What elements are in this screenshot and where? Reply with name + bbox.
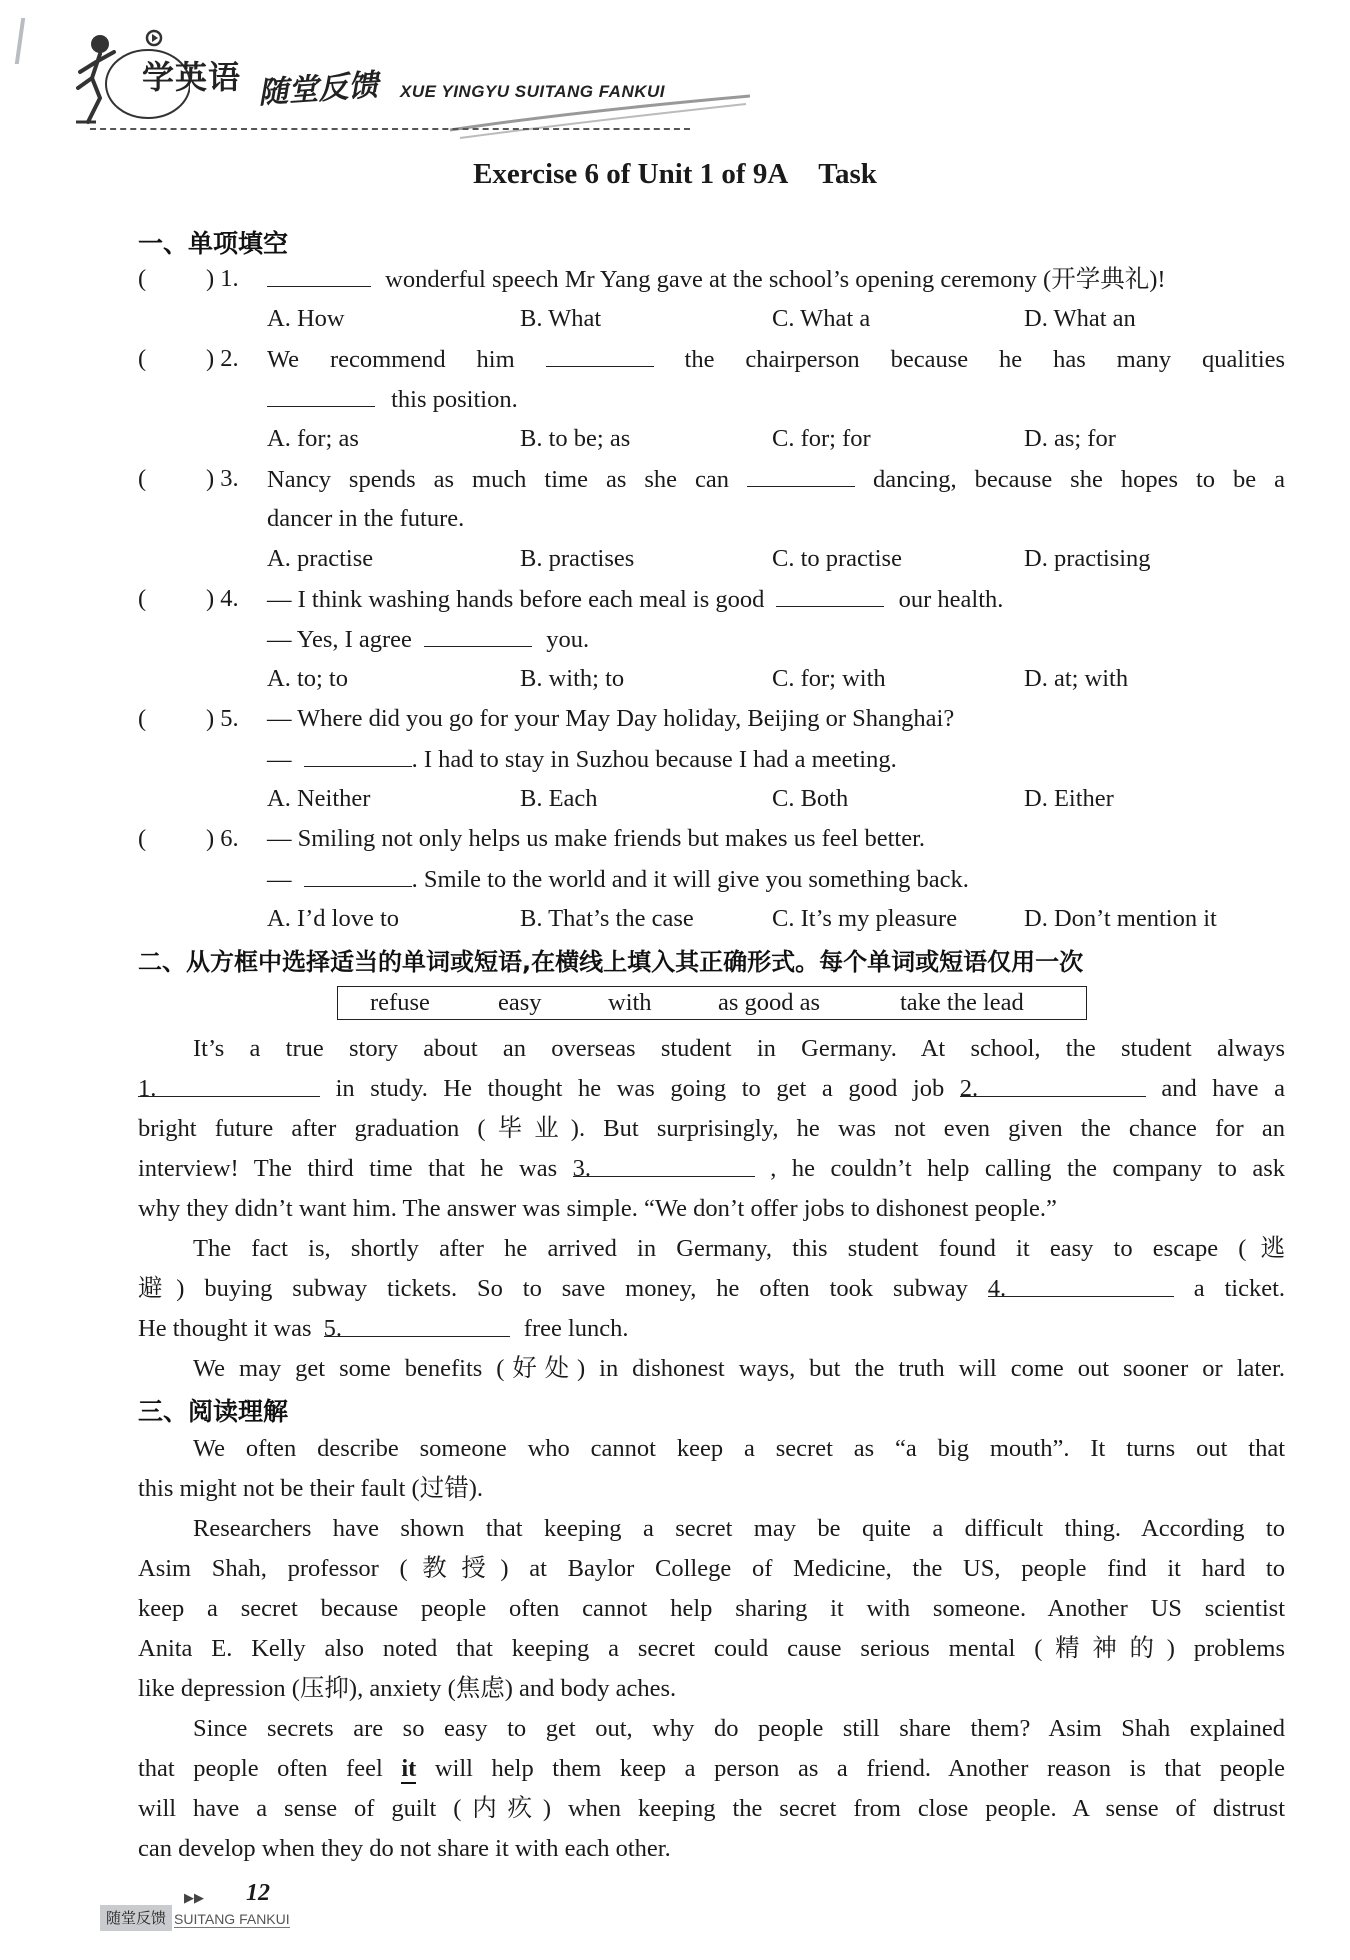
section3-heading: 三、阅读理解: [138, 1397, 289, 1426]
q5-option-c[interactable]: C. Both: [772, 785, 849, 812]
q5-blank[interactable]: [304, 744, 412, 767]
cloze-p1-line2-b: and have a: [1161, 1075, 1286, 1102]
q6-option-b[interactable]: B. That’s the case: [520, 905, 694, 932]
q5-dash: —: [267, 746, 292, 773]
q2-blank-1[interactable]: [546, 344, 654, 367]
q3-option-c[interactable]: C. to practise: [772, 545, 902, 572]
q5-option-a[interactable]: A. Neither: [267, 785, 371, 812]
page-title: [0, 158, 1350, 191]
q2-paren: (: [138, 345, 147, 372]
q4-text-4: you.: [546, 626, 590, 653]
q3-text-1: Nancy spends as much time as she can: [267, 466, 729, 493]
title-task: Task: [818, 158, 877, 190]
q6-text-3: . Smile to the world and it will give you something back.: [411, 866, 969, 893]
word-refuse: refuse: [370, 989, 430, 1016]
cloze-blank-4-number: 4.: [987, 1275, 1007, 1302]
q6-stem-2: [267, 864, 969, 895]
cloze-p2-line3-a: He thought it was: [138, 1315, 312, 1342]
word-take-the-lead: take the lead: [900, 989, 1024, 1016]
cloze-blank-5[interactable]: [323, 1314, 510, 1342]
q4-option-c[interactable]: C. for; with: [772, 665, 886, 692]
q4-text-3: — Yes, I agree: [267, 626, 412, 653]
reading-p3-line3: will have a sense of guilt (内疚) when keeping the secret from close people. A sense of distrust: [138, 1795, 1285, 1822]
q3-option-a[interactable]: A. practise: [267, 545, 374, 572]
reading-p3-line2-a: that people often feel: [138, 1755, 383, 1782]
q4-stem: [267, 584, 1003, 615]
section1-heading: 一、单项填空: [138, 229, 289, 258]
q5-option-d[interactable]: D. Either: [1024, 785, 1114, 812]
cloze-p2-line2-b: a ticket.: [1193, 1275, 1286, 1302]
cloze-p2-line1: The fact is, shortly after he arrived in Germany, this student found it easy to escape (逃: [193, 1235, 1285, 1262]
q2-blank-2[interactable]: [267, 384, 375, 407]
q4-text-2: our health.: [898, 586, 1004, 613]
cloze-blank-1-number: 1.: [138, 1075, 157, 1102]
q2-stem-2: [267, 384, 518, 415]
q2-option-a[interactable]: A. for; as: [267, 425, 359, 452]
q4-stem-2: [267, 624, 589, 655]
cloze-blank-3[interactable]: [572, 1154, 755, 1182]
word-box: [337, 986, 1087, 1020]
q1-option-d[interactable]: D. What an: [1024, 305, 1136, 332]
q2-number: ) 2.: [206, 345, 239, 372]
q5-paren: (: [138, 705, 147, 732]
cloze-blank-3-number: 3.: [572, 1155, 592, 1182]
reading-p2-line1: Researchers have shown that keeping a secret may be quite a difficult thing. According to: [193, 1515, 1285, 1542]
cloze-p1-line4-a: interview! The third time that he was: [138, 1155, 558, 1182]
cloze-p1-line2-a: in study. He thought he was going to get a good job: [335, 1075, 945, 1102]
q2-text-2: the chairperson because he has many qualities: [684, 346, 1286, 373]
q6-text-1: — Smiling not only helps us make friends but makes us feel better.: [267, 825, 925, 852]
reading-p2-line3: keep a secret because people often cannot help sharing it with someone. Another US scientist: [138, 1595, 1285, 1622]
q1-stem: [267, 264, 1166, 295]
q4-number: ) 4.: [206, 585, 239, 612]
cloze-p1-line3: bright future after graduation (毕业). But surprisingly, he was not even given the chance for an: [138, 1115, 1285, 1142]
q1-paren: (: [138, 265, 147, 292]
q6-option-d[interactable]: D. Don’t mention it: [1024, 905, 1217, 932]
header-en-title: XUE YINGYU SUITANG FANKUI: [400, 82, 666, 101]
cloze-p2-line2: [138, 1274, 1285, 1304]
header-cn-subtitle: 随堂反馈: [257, 67, 380, 112]
cloze-p2-line2-a: 避) buying subway tickets. So to save money, he often took subway: [138, 1275, 968, 1302]
page-number: 12: [246, 1880, 270, 1906]
footer-cn-label: 随堂反馈: [100, 1905, 172, 1931]
reading-p1-line1: We often describe someone who cannot keep a secret as “a big mouth”. It turns out that: [193, 1435, 1285, 1462]
q6-number: ) 6.: [206, 825, 239, 852]
q3-number: ) 3.: [206, 465, 239, 492]
q3-stem: [267, 464, 1285, 495]
cloze-p2-line3-b: free lunch.: [523, 1315, 629, 1342]
q4-text-1: — I think washing hands before each meal is good: [267, 586, 765, 613]
cloze-p1-line5: why they didn’t want him. The answer was simple. “We don’t offer jobs to dishonest people.”: [138, 1195, 1057, 1222]
header-divider: [90, 128, 690, 130]
q2-option-d[interactable]: D. as; for: [1024, 425, 1116, 452]
q6-option-a[interactable]: A. I’d love to: [267, 905, 399, 932]
q6-dash: —: [267, 866, 292, 893]
q4-paren: (: [138, 585, 147, 612]
q6-blank[interactable]: [304, 864, 412, 887]
q2-stem: [267, 344, 1285, 375]
q5-option-b[interactable]: B. Each: [520, 785, 598, 812]
reading-p3-line4: can develop when they do not share it with each other.: [138, 1835, 671, 1862]
q5-number: ) 5.: [206, 705, 239, 732]
q1-text: wonderful speech Mr Yang gave at the school’s opening ceremony (开学典礼)!: [385, 266, 1166, 293]
q1-option-a[interactable]: A. How: [267, 305, 345, 332]
q4-option-d[interactable]: D. at; with: [1024, 665, 1129, 692]
q3-option-b[interactable]: B. practises: [520, 545, 635, 572]
reading-p3-line2: [138, 1754, 1285, 1784]
cloze-blank-4[interactable]: [987, 1274, 1174, 1302]
q2-option-b[interactable]: B. to be; as: [520, 425, 631, 452]
q5-stem-2: [267, 744, 897, 775]
q3-text-2: dancing, because she hopes to be a: [873, 466, 1286, 493]
q3-text-3: dancer in the future.: [267, 505, 465, 532]
q1-option-b[interactable]: B. What: [520, 305, 602, 332]
cloze-blank-2[interactable]: [959, 1074, 1146, 1102]
q1-blank[interactable]: [267, 264, 371, 287]
reading-p2-line5: like depression (压抑), anxiety (焦虑) and body aches.: [138, 1675, 677, 1702]
q1-number: ) 1.: [206, 265, 239, 292]
reading-p2-line4: Anita E. Kelly also noted that keeping a secret could cause serious mental (精神的) problems: [138, 1635, 1285, 1662]
q5-text-3: . I had to stay in Suzhou because I had a meeting.: [411, 746, 897, 773]
q2-option-c[interactable]: C. for; for: [772, 425, 871, 452]
footer-en-label: SUITANG FANKUI: [174, 1911, 290, 1927]
q4-blank-1[interactable]: [776, 584, 884, 607]
q6-paren: (: [138, 825, 147, 852]
cloze-p2-line3: [138, 1314, 629, 1344]
q3-paren: (: [138, 465, 147, 492]
q2-text-3: this position.: [391, 386, 518, 413]
cloze-blank-1[interactable]: [138, 1074, 320, 1102]
cloze-blank-5-number: 5.: [323, 1315, 343, 1342]
reading-p1-line2: this might not be their fault (过错).: [138, 1475, 483, 1502]
q5-text-1: — Where did you go for your May Day holiday, Beijing or Shanghai?: [267, 705, 955, 732]
cloze-p1-line2: [138, 1074, 1285, 1104]
q6-option-c[interactable]: C. It’s my pleasure: [772, 905, 958, 932]
footer-arrow-icon: ▶▶: [184, 1891, 204, 1906]
cloze-p3: We may get some benefits (好处) in dishonest ways, but the truth will come out sooner or later.: [193, 1355, 1285, 1382]
q4-option-b[interactable]: B. with; to: [520, 665, 625, 692]
cloze-p1-line4-b: , he couldn’t help calling the company to ask: [770, 1155, 1286, 1182]
reading-p3-line1: Since secrets are so easy to get out, why do people still share them? Asim Shah explained: [193, 1715, 1285, 1742]
word-with: with: [608, 989, 652, 1016]
page-edge-mark: [15, 18, 25, 64]
section2-heading: 二、从方框中选择适当的单词或短语,在横线上填入其正确形式。每个单词或短语仅用一次: [138, 948, 1084, 976]
q4-blank-2[interactable]: [424, 624, 532, 647]
q3-blank[interactable]: [747, 464, 855, 487]
reading-underlined-it: it: [401, 1755, 417, 1782]
q1-option-c[interactable]: C. What a: [772, 305, 871, 332]
cloze-blank-2-number: 2.: [959, 1075, 979, 1102]
q2-text-1: We recommend him: [267, 346, 515, 373]
word-easy: easy: [498, 989, 542, 1016]
word-as-good-as: as good as: [718, 989, 821, 1016]
header-cn-title: 学英语: [142, 58, 242, 96]
cloze-p1-line1: It’s a true story about an overseas student in Germany. At school, the student always: [193, 1035, 1285, 1062]
reading-p2-line2: Asim Shah, professor (教授) at Baylor College of Medicine, the US, people find it hard to: [138, 1555, 1285, 1582]
page-header: [70, 22, 690, 122]
title-main: Exercise 6 of Unit 1 of 9A: [473, 158, 789, 190]
cloze-p1-line4: [138, 1154, 1285, 1184]
q3-option-d[interactable]: D. practising: [1024, 545, 1151, 572]
reading-p3-line2-b: will help them keep a person as a friend. Another reason is that people: [434, 1755, 1286, 1782]
q4-option-a[interactable]: A. to; to: [267, 665, 348, 692]
